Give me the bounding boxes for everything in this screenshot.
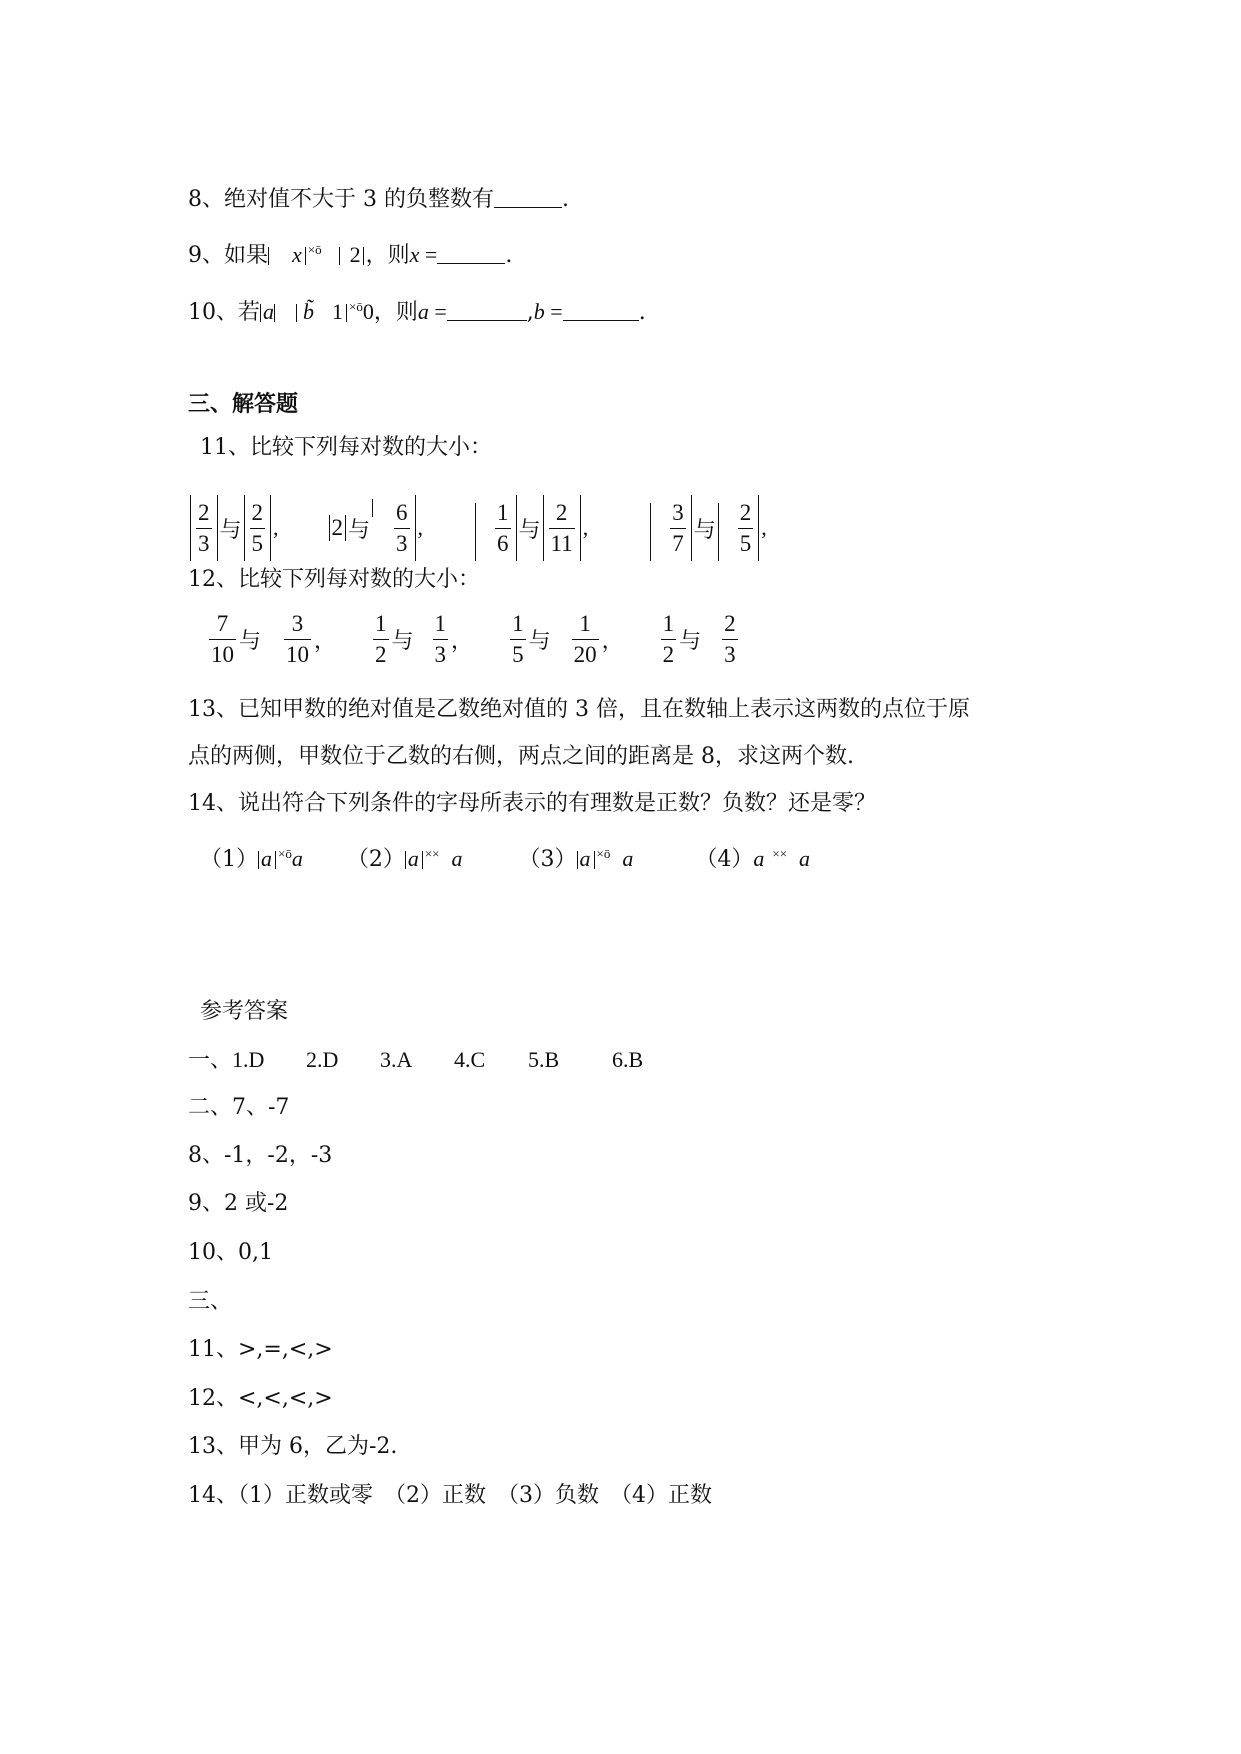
- abs-bar: [260, 304, 261, 322]
- fraction: $\frac{3}{10}$: [284, 609, 311, 670]
- abs-bar: [691, 495, 692, 561]
- garbled-symbol: ××: [424, 846, 440, 861]
- q12-expressions: $\frac{7}{10}$ 与 $\frac{3}{10}$ ， $\frac{1}{2}$ 与 $\frac{1}{3}$ ， $\frac{1}{5}$ 与 $\frac{1}{20}$ ， $\frac{1}{2}$ 与 $\frac{2}{3}$: [206, 604, 741, 674]
- abs-bar: [594, 851, 595, 869]
- answer-blank: [563, 298, 639, 321]
- fraction: $\frac{1}{5}$: [510, 609, 526, 670]
- question-8: 8、绝对值不大于 3 的负整数有 .: [188, 187, 569, 212]
- fraction: $\frac{1}{20}$: [572, 609, 599, 670]
- abs-bar: [475, 503, 476, 561]
- answers-section-3: 三、: [188, 1289, 233, 1314]
- abs-bar: [329, 515, 330, 541]
- fraction: $\frac{1}{2}$: [373, 609, 389, 670]
- fraction: $\frac{3}{7}$: [670, 498, 686, 559]
- abs-bar: [346, 304, 347, 322]
- answer-13: 13、甲为 6，乙为-2.: [188, 1434, 398, 1459]
- answer-blank: [494, 185, 562, 208]
- abs-bar: [650, 503, 651, 561]
- question-11: 11、比较下列每对数的大小：: [200, 435, 492, 460]
- abs-bar: [345, 515, 346, 541]
- abs-bar: [718, 503, 719, 561]
- fraction: $\frac{7}{10}$: [209, 609, 236, 670]
- abs-bar: [296, 304, 297, 322]
- question-14-conditions: （1） a $^{\times ō}$a （2） a ×× a （3） a $^{\times ō}$ a （4）a ×× a: [200, 846, 811, 872]
- abs-bar: [217, 495, 218, 561]
- abs-bar: [305, 247, 306, 265]
- answer-blank: [447, 298, 527, 321]
- answer-9: 9、2 或-2: [188, 1191, 289, 1216]
- garbled-symbol: ×ō: [596, 846, 611, 861]
- abs-bar: [516, 495, 517, 561]
- garbled-symbol: ××: [772, 846, 788, 861]
- question-12: 12、比较下列每对数的大小：: [188, 567, 480, 592]
- abs-bar: [422, 851, 423, 869]
- abs-bar: [190, 495, 191, 561]
- fraction: $\frac{2}{11}$: [549, 498, 575, 559]
- abs-bar: [339, 247, 340, 265]
- q11-expressions: $\frac{2}{3}$ 与 $\frac{2}{5}$ , 2 与 $\frac{6}{3}$ , $\frac{1}{6}$ 与 $\frac{2}{11}$ , $\frac{3}{7}$ 与 $\frac{2}{5}$ ,: [188, 490, 767, 566]
- abs-bar: [415, 495, 416, 561]
- answers-section-2: 二、7、-7: [188, 1095, 290, 1120]
- abs-bar: [543, 495, 544, 561]
- garbled-symbol: ×ō: [349, 299, 363, 314]
- fraction: $\frac{2}{5}$: [250, 498, 266, 559]
- abs-bar: [274, 304, 275, 322]
- question-9: 9、如果 x $^{\times ō}$ 2 ，则x = .: [188, 242, 513, 268]
- answer-8: 8、-1，-2，-3: [188, 1143, 333, 1168]
- fraction: $\frac{6}{3}$: [394, 498, 410, 559]
- answer-11: 11、>,=,<,>: [188, 1337, 333, 1362]
- abs-bar: [577, 851, 578, 869]
- answer-blank: [437, 241, 505, 264]
- abs-bar: [363, 247, 364, 265]
- question-10: 10、若 a b̃ 1 $^{\times ō}$0，则a = ,b = .: [188, 299, 646, 325]
- question-13-line2: 点的两侧，甲数位于乙数的右侧，两点之间的距离是 8，求这两个数.: [188, 744, 854, 769]
- answer-14: 14、（1）正数或零 （2）正数 （3）负数 （4）正数: [188, 1483, 712, 1508]
- abs-bar: [270, 495, 271, 561]
- answer-12: 12、<,<,<,>: [188, 1386, 333, 1411]
- answers-section-1: 一、1.D 2.D 3.A 4.C 5.B 6.B: [188, 1047, 644, 1073]
- garbled-symbol: ×ō: [307, 242, 322, 257]
- fraction: $\frac{2}{3}$: [196, 498, 212, 559]
- abs-bar: [268, 247, 269, 265]
- question-14: 14、说出符合下列条件的字母所表示的有理数是正数？负数？还是零？: [188, 791, 876, 816]
- garbled-symbol: ×ō: [278, 846, 292, 861]
- section-title: 三、解答题: [188, 391, 299, 417]
- abs-bar: [244, 495, 245, 561]
- abs-bar: [258, 851, 259, 869]
- fraction: $\frac{2}{5}$: [738, 498, 754, 559]
- abs-bar: [405, 851, 406, 869]
- fraction: $\frac{1}{3}$: [433, 609, 449, 670]
- abs-bar: [372, 499, 373, 517]
- question-13-line1: 13、已知甲数的绝对值是乙数绝对值的 3 倍，且在数轴上表示这两数的点位于原: [188, 697, 970, 722]
- abs-bar: [275, 851, 276, 869]
- fraction: $\frac{1}{2}$: [661, 609, 677, 670]
- abs-bar: [758, 495, 759, 561]
- answers-title: 参考答案: [200, 999, 289, 1024]
- answer-10: 10、0,1: [188, 1240, 273, 1265]
- fraction: $\frac{2}{3}$: [722, 609, 738, 670]
- fraction: $\frac{1}{6}$: [495, 498, 511, 559]
- abs-bar: [580, 495, 581, 561]
